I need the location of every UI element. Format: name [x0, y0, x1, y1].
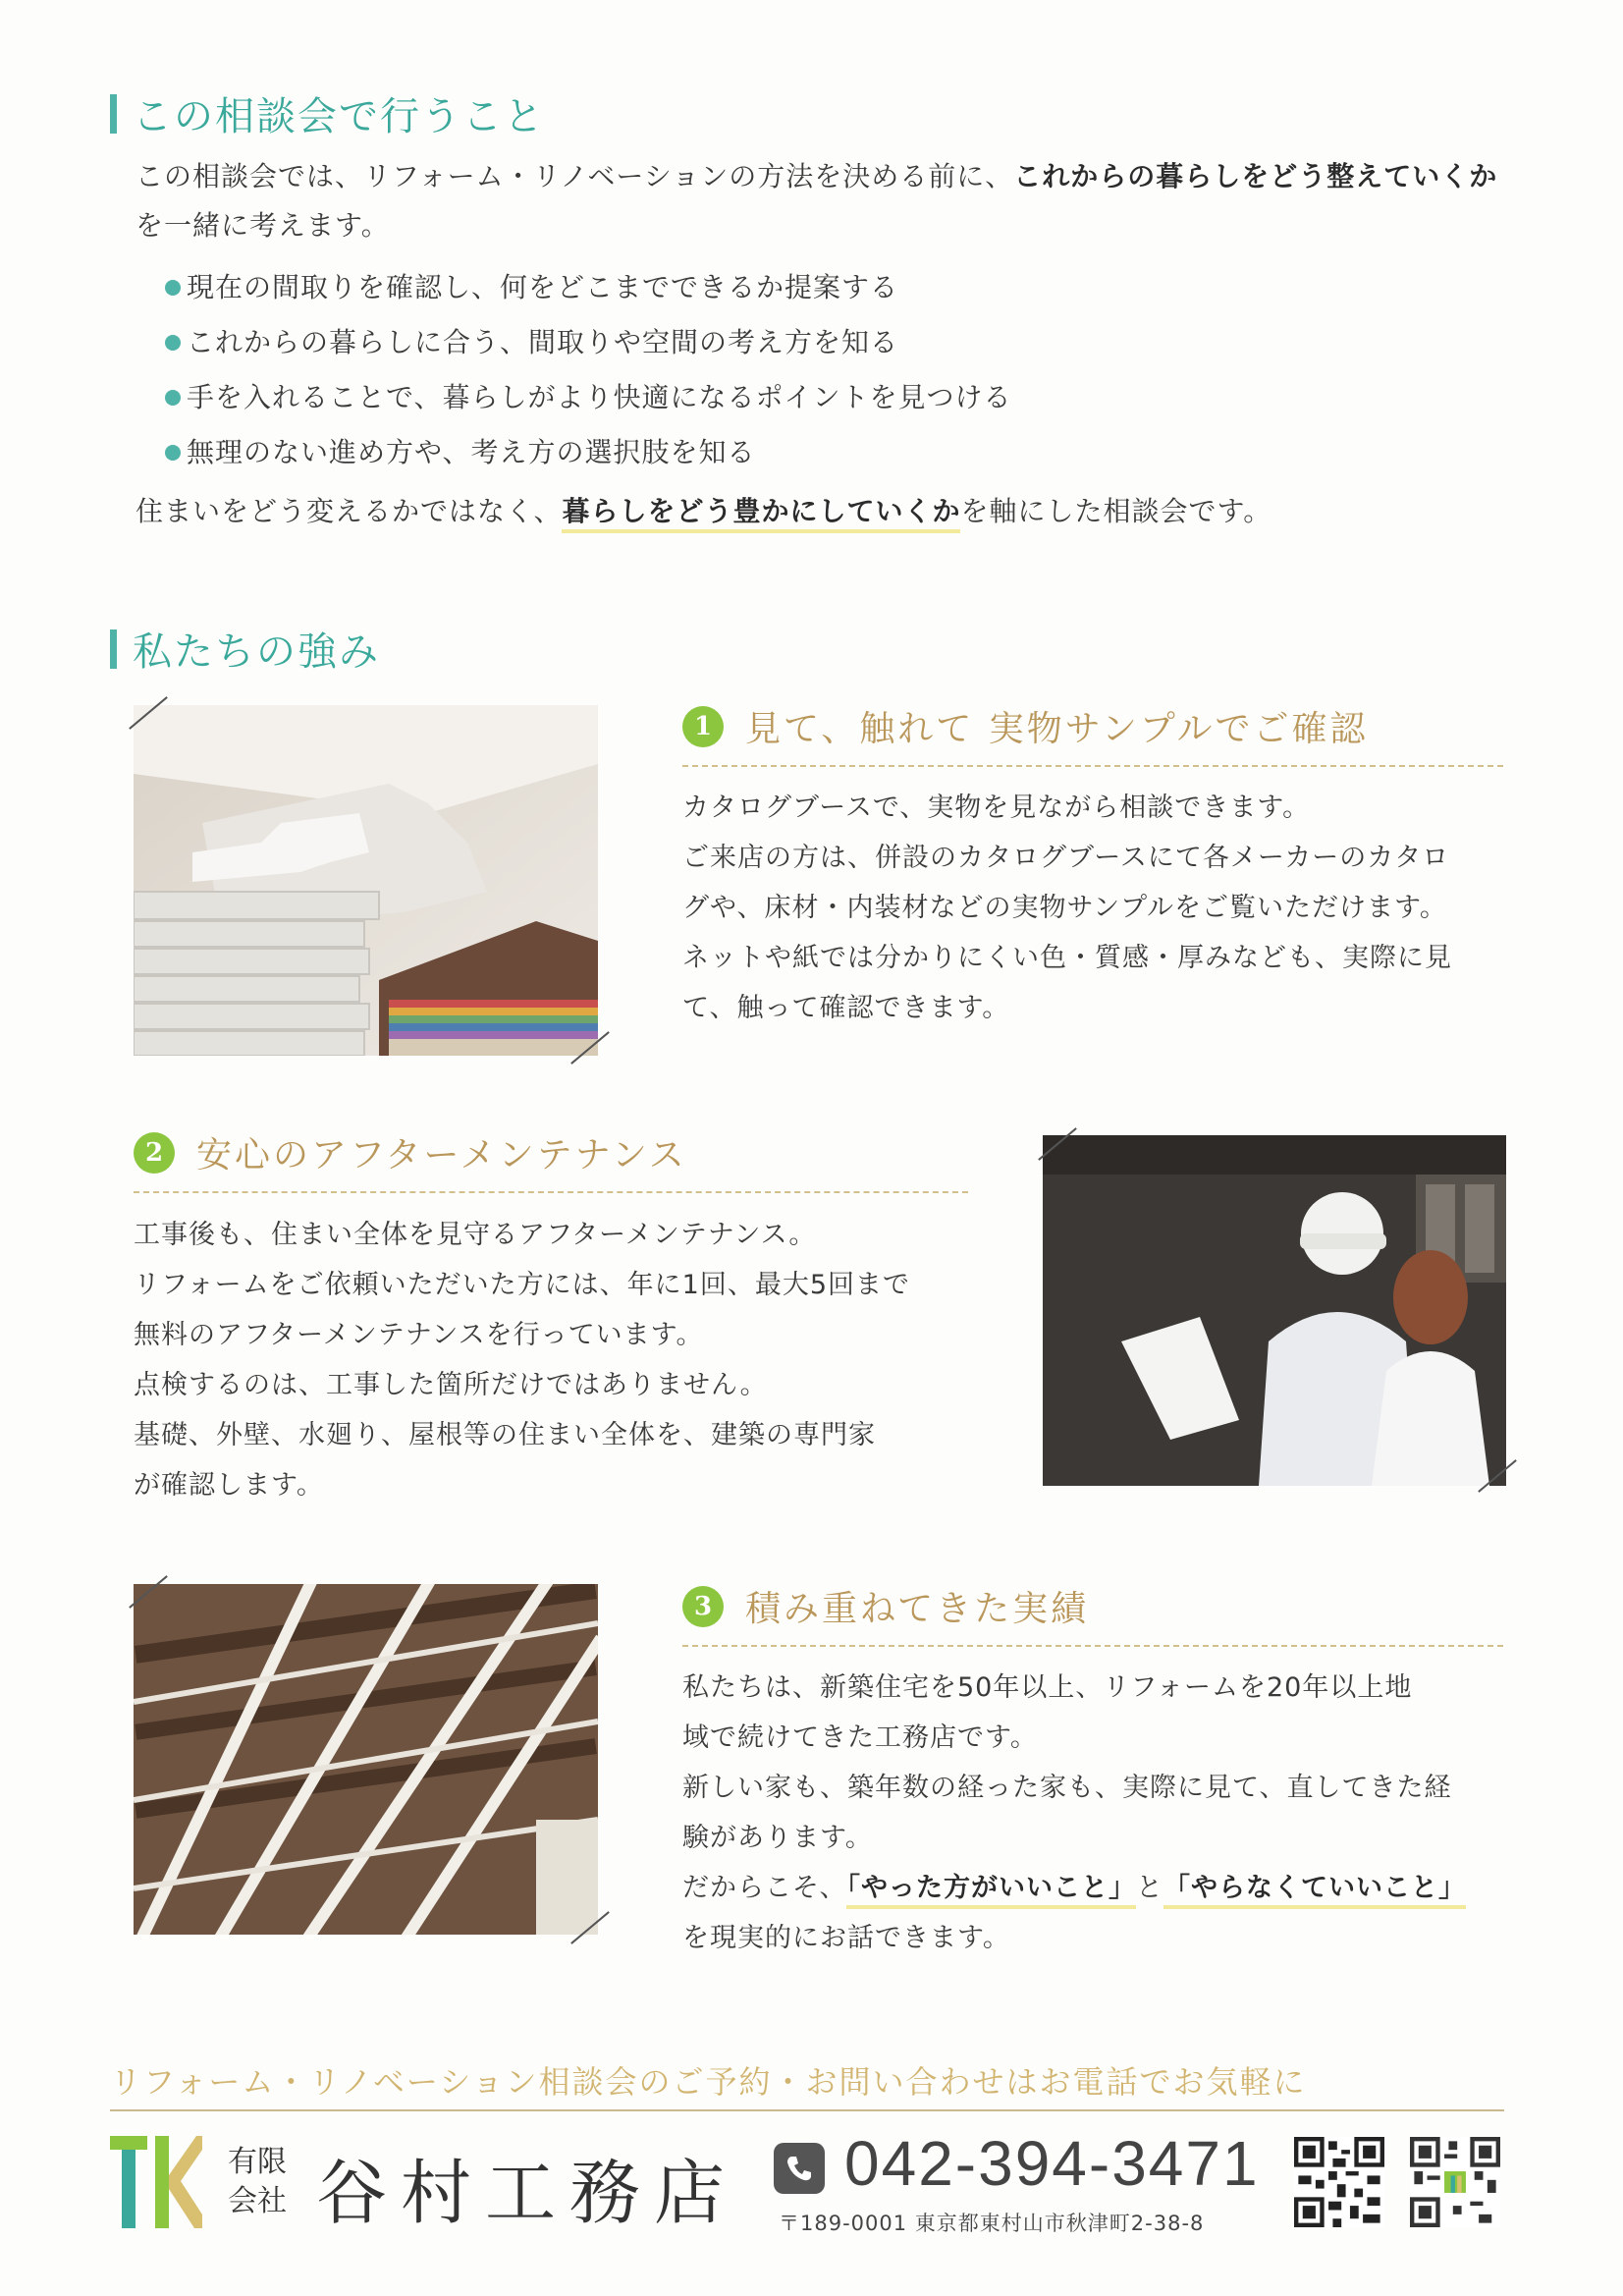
bullet-dot-icon [165, 280, 181, 296]
body-line: 点検するのは、工事した箇所だけではありません。 [134, 1370, 768, 1400]
body-line: 域で続けてきた工務店です。 [682, 1722, 1038, 1753]
strength-1-body [682, 783, 1452, 1033]
section-title: この相談会で行うこと [133, 94, 545, 139]
body-text: と [1135, 1873, 1163, 1903]
qr-code-icon[interactable] [1294, 2137, 1384, 2227]
bullet-item [165, 315, 1011, 370]
body-line: カタログブースで、実物を見ながら相談できます。 [682, 793, 1311, 823]
body-line: ネットや紙では分かりにくい色・質感・厚みなども、実際に見 [682, 943, 1452, 973]
qr-code-icon[interactable] [1410, 2137, 1500, 2227]
body-line: て、触って確認できます。 [682, 993, 1010, 1023]
body-line: グや、床材・内装材などの実物サンプルをご覧いただけます。 [682, 893, 1447, 923]
bullet-dot-icon [165, 445, 181, 461]
strength-title: 積み重ねてきた実績 [745, 1589, 1090, 1629]
contact-lead-text: リフォーム・リノベーション相談会のご予約・お問い合わせはお電話でお気軽に [110, 2063, 1307, 2101]
body-line: 新しい家も、築年数の経った家も、実際に見て、直してきた経 [682, 1773, 1452, 1803]
closing-sentence [135, 487, 1510, 536]
bullet-item [165, 260, 1011, 315]
inspection-photo [1043, 1135, 1506, 1486]
body-line: 基礎、外壁、水廻り、屋根等の住まい全体を、建築の専門家 [134, 1420, 876, 1450]
bullet-item [165, 425, 1011, 480]
bullet-text: 現在の間取りを確認し、何をどこまでできるか提案する [187, 271, 899, 303]
company-type-label [228, 2143, 287, 2221]
body-line: 私たちは、新築住宅を50年以上、リフォームを20年以上地 [682, 1672, 1413, 1703]
section-heading-consultation [110, 85, 545, 141]
company-type-line: 会社 [228, 2184, 287, 2218]
strength-number-badge: 1 [682, 706, 724, 747]
section-title: 私たちの強み [133, 629, 380, 675]
sample-materials-image [134, 705, 598, 1056]
construction-frame-image [134, 1584, 598, 1935]
body-line [682, 1863, 1466, 1913]
footer-divider [110, 2109, 1504, 2111]
company-name: 谷村工務店 [316, 2152, 739, 2234]
body-line: 工事後も、住まい全体を見守るアフターメンテナンス。 [134, 1220, 817, 1250]
closing-text-end: を軸にした相談会です。 [960, 495, 1272, 527]
body-line: ご来店の方は、併設のカタログブースにて各メーカーのカタロ [682, 843, 1450, 873]
inspection-image [1043, 1135, 1506, 1486]
intro-paragraph [135, 152, 1510, 250]
closing-text: 住まいをどう変えるかではなく、 [135, 495, 563, 527]
strength-2-heading [134, 1127, 968, 1193]
consultation-bullet-list [165, 260, 1011, 480]
bullet-dot-icon [165, 335, 181, 351]
strength-1-heading [682, 701, 1503, 767]
intro-text-2: を一緒に考えます。 [135, 209, 390, 242]
strength-3-heading [682, 1581, 1503, 1647]
body-emphasis: 「やらなくていいこと」 [1163, 1873, 1466, 1909]
bullet-text: これからの暮らしに合う、間取りや空間の考え方を知る [187, 326, 899, 358]
intro-emphasis: これからの暮らしをどう整えていくか [1013, 160, 1498, 192]
sample-materials-photo [134, 705, 598, 1056]
section-heading-strengths [110, 621, 380, 677]
strength-2-body [134, 1210, 910, 1510]
strength-number-badge: 2 [134, 1132, 175, 1174]
intro-text: この相談会では、リフォーム・リノベーションの方法を決める前に、 [135, 160, 1014, 192]
closing-emphasis: 暮らしをどう豊かにしていくか [562, 495, 960, 533]
body-text: だからこそ、 [682, 1873, 847, 1903]
body-line: 無料のアフターメンテナンスを行っています。 [134, 1320, 704, 1350]
bullet-item [165, 370, 1011, 425]
company-logo-icon [110, 2136, 202, 2228]
bullet-dot-icon [165, 390, 181, 406]
company-address: 〒189-0001 東京都東村山市秋津町2-38-8 [779, 2212, 1205, 2235]
strength-title: 安心のアフターメンテナンス [196, 1135, 687, 1175]
phone-number[interactable]: 042-394-3471 [844, 2128, 1260, 2199]
strength-3-body [682, 1663, 1466, 1963]
phone-icon [774, 2143, 825, 2194]
body-emphasis: 「やった方がいいこと」 [846, 1873, 1136, 1909]
company-type-line: 有限 [228, 2145, 287, 2179]
body-line: リフォームをご依頼いただいた方には、年に1回、最大5回まで [134, 1270, 911, 1300]
body-line: を現実的にお話できます。 [682, 1923, 1010, 1953]
construction-frame-photo [134, 1584, 598, 1935]
bullet-text: 無理のない進め方や、考え方の選択肢を知る [187, 436, 756, 468]
body-line: が確認します。 [134, 1470, 324, 1501]
heading-bar [110, 94, 117, 134]
body-line: 験があります。 [682, 1823, 873, 1853]
heading-bar [110, 629, 117, 669]
strength-title: 見て、触れて 実物サンプルでご確認 [745, 709, 1369, 749]
strength-number-badge: 3 [682, 1586, 724, 1627]
bullet-text: 手を入れることで、暮らしがより快適になるポイントを見つける [187, 381, 1012, 413]
